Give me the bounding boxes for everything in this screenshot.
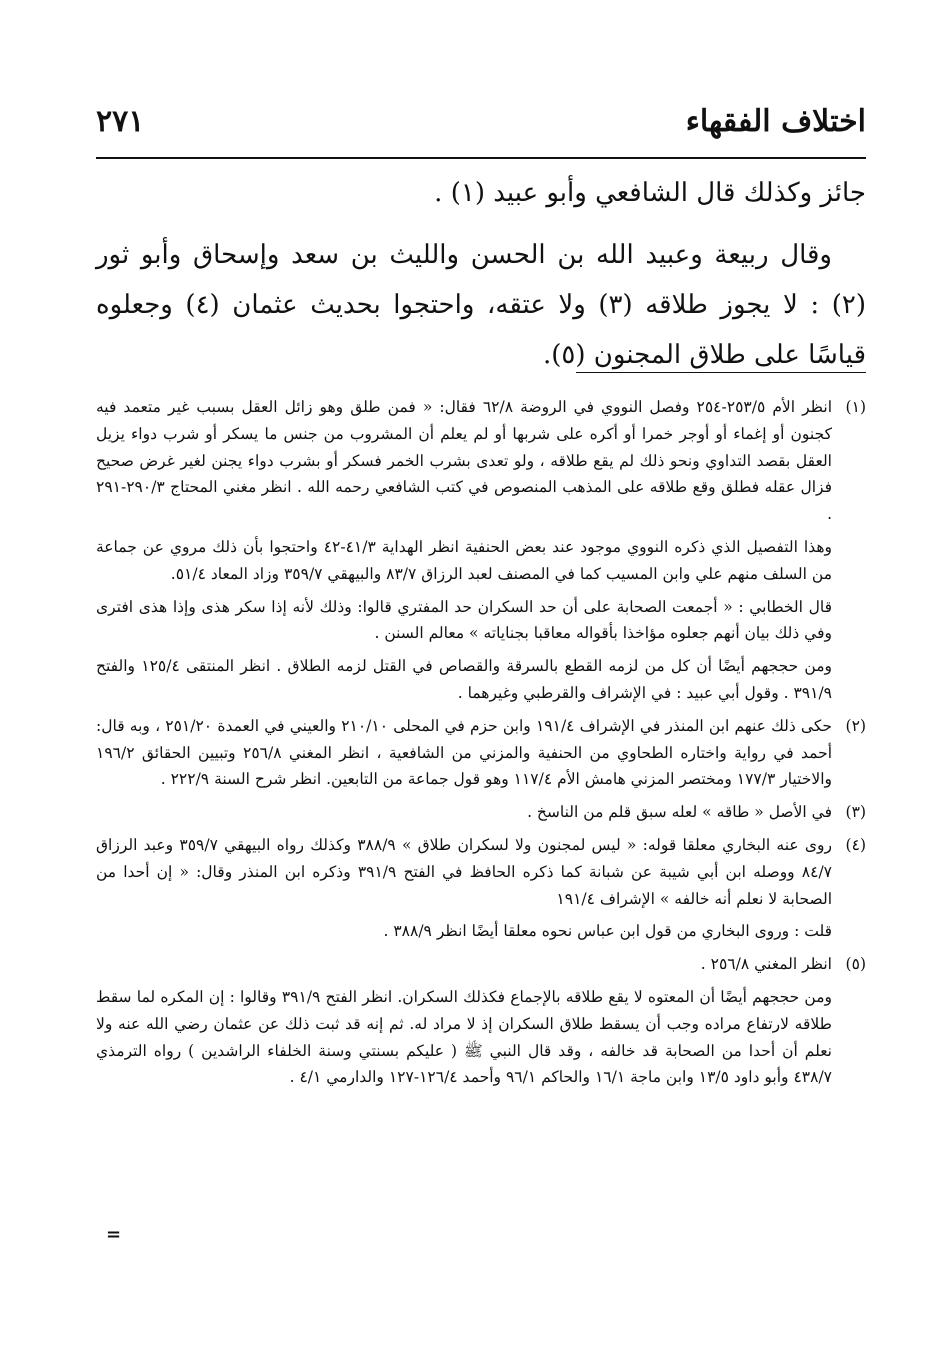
footnote-paragraph: قلت : وروى البخاري من قول ابن عباس نحوه معلقا أيضًا انظر ٣٨٨/٩ . bbox=[383, 922, 832, 941]
running-title: اختلاف الفقهاء bbox=[685, 103, 866, 139]
footnote-body bbox=[96, 394, 832, 707]
footnote-paragraph: في الأصل « طاقه » لعله سبق قلم من الناسخ . bbox=[527, 803, 832, 822]
footnote-rule bbox=[576, 372, 866, 373]
footnote bbox=[96, 951, 866, 978]
footnote-body bbox=[96, 799, 832, 826]
footnote bbox=[96, 713, 866, 793]
footnote-number: (٥) bbox=[845, 955, 866, 974]
footnote bbox=[96, 832, 866, 945]
footnote-number: (١) bbox=[845, 398, 866, 416]
footnote-body bbox=[96, 713, 832, 793]
main-paragraph: وقال ربيعة وعبيد الله بن الحسن والليث بن سعد وإسحاق وأبو ثور (٢) : لا يجوز طلاقه (٣) ولا عتقه، واحتجوا بحديث عثمان (٤) وجعلوه قياسًا على طلاق المجنون (٥). bbox=[96, 240, 867, 370]
footnote-paragraph: انظر الأم ٢٥٣/٥-٢٥٤ وفصل النووي في الروضة ٦٢/٨ فقال: « فمن طلق وهو زائل العقل بسبب غير متعمد فيه كجنون أو إغماء أو أوجر خمرا أو أكره على شربها أو لم يعلم أن المشروب من جنس ما يسكر أو شرب دواء يزيل العقل بقصد التداوي ونحو ذلك لم يقع طلاقه ، ولو تعدى بشرب الخمر فسكر أو بشرب دواء يجنن لغير غرض صحيح فزال عقله فطلق وقع طلاقه على المذهب المنصوص في كتب الشافعي رحمه الله . انظر مغني المحتاج ٢٩٠/٣-٢٩١ . bbox=[96, 398, 833, 524]
footnote-body bbox=[96, 832, 832, 945]
footnote-body bbox=[96, 951, 832, 978]
footnote bbox=[96, 799, 866, 826]
footnote-number: (٤) bbox=[845, 835, 866, 854]
footnote-paragraph: انظر المغني ٢٥٦/٨ . bbox=[700, 955, 832, 974]
continuation-mark: = bbox=[106, 1224, 122, 1245]
page-header bbox=[96, 88, 866, 154]
footnote-paragraph: ومن حججهم أيضًا أن كل من لزمه القطع بالسرقة والقصاص في القتل لزمه الطلاق . انظر المنتقى ١٢٥/٤ والفتح ٣٩١/٩ . وقول أبي عبيد : في الإشراف والقرطبي وغيرهما . bbox=[96, 657, 832, 702]
main-text bbox=[96, 168, 866, 380]
footnote-closing-paragraph: ومن حججهم أيضًا أن المعتوه لا يقع طلاقه بالإجماع فكذلك السكران. انظر الفتح ٣٩١/٩ وقالوا : إن المكره لما سقط طلاقه لارتفاع مراده وجب أن يسقط طلاق السكران إذ لا مراد له. ثم إنه قد ثبت ذلك عن عثمان رضي الله عنه ولا نعلم أن أحدا من الصحابة قد خالفه ، وقد قال النبي ﷺ ( عليكم بسنتي وسنة الخلفاء الراشدين ) رواه الترمذي ٤٣٨/٧ وأبو داود ١٣/٥ وابن ماجة ١٦/١ والحاكم ٩٦/١ وأحمد ١٢٦/٤-١٢٧ والدارمي ٤/١ . bbox=[96, 987, 832, 1087]
footnote-number: (٢) bbox=[845, 716, 866, 735]
footnote-paragraph: حكى ذلك عنهم ابن المنذر في الإشراف ١٩١/٤ وابن حزم في المحلى ٢١٠/١٠ والعيني في العمدة ٢٥١/٢٠ ، وبه قال: أحمد في رواية واختاره الطحاوي من الحنفية والمزني من الشافعية ، انظر المغني ٢٥٦/٨ وتبيين الحقائق ١٩٦/٢ والاختيار ١٧٧/٣ ومختصر المزني هامش الأم ١١٧/٤ وهو قول جماعة من التابعين. انظر شرح السنة ٢٢٢/٩ . bbox=[96, 716, 832, 789]
footnote bbox=[96, 394, 866, 707]
main-paragraph: جائز وكذلك قال الشافعي وأبو عبيد (١) . bbox=[434, 178, 866, 208]
header-rule bbox=[96, 157, 866, 159]
page-number: ٢٧١ bbox=[96, 103, 145, 139]
footnotes bbox=[96, 394, 866, 1097]
footnote-number: (٣) bbox=[845, 803, 866, 822]
footnote-paragraph: روى عنه البخاري معلقا قوله: « ليس لمجنون ولا لسكران طلاق » ٣٨٨/٩ وكذلك رواه البيهقي ٣٥٩/٧ وعبد الرزاق ٨٤/٧ ووصله ابن أبي شيبة عن شبانة كما ذكره الحافظ في الفتح ٣٩١/٩ وذكره ابن المنذر وقال: « إن أحدا من الصحابة لا نعلم أنه خالفه » الإشراف ١٩١/٤ bbox=[96, 835, 832, 908]
footnote-paragraph: وهذا التفصيل الذي ذكره النووي موجود عند بعض الحنفية انظر الهداية ٤١/٣-٤٢ واحتجوا بأن ذلك مروي عن جماعة من السلف منهم علي وابن المسيب كما في المصنف لعبد الرزاق ٨٣/٧ والبيهقي ٣٥٩/٧ وزاد المعاد ٥١/٤. bbox=[96, 537, 832, 583]
footnote-paragraph: قال الخطابي : « أجمعت الصحابة على أن حد السكران حد المفتري قالوا: وذلك لأنه إذا سكر هذى وإذا هذى افترى وفي ذلك بيان أنهم جعلوه مؤاخذا بأقواله معاقبا بجناياته » معالم السنن . bbox=[96, 597, 832, 643]
